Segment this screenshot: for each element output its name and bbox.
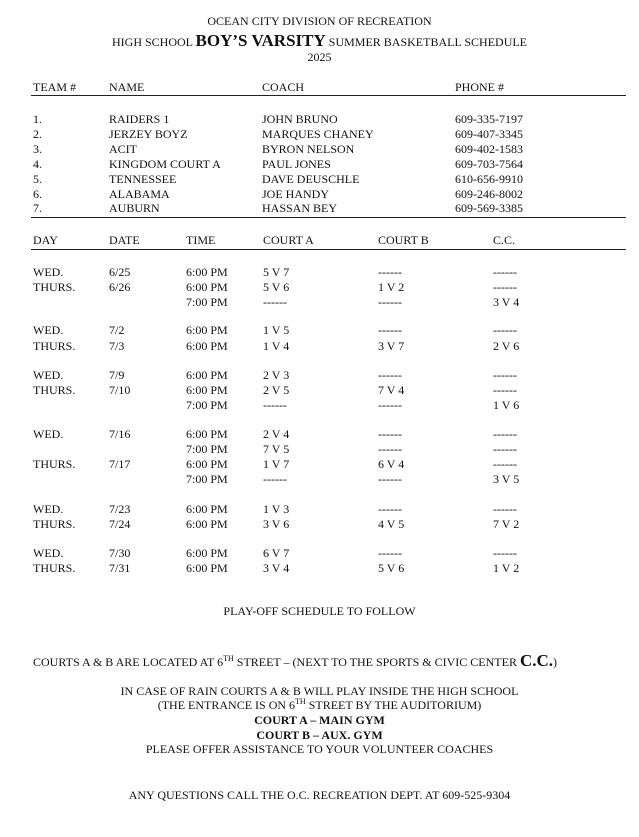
cc-matchup: 7 V 2: [493, 517, 520, 531]
schedule-row: [0, 398, 639, 412]
team-number: 6.: [33, 186, 42, 201]
team-row: [0, 157, 639, 171]
team-number: 2.: [33, 126, 42, 141]
game-time: 6:00 PM: [186, 546, 228, 560]
game-day: THURS.: [33, 339, 76, 353]
cc-matchup: ------: [493, 442, 517, 456]
teams-header-row: [0, 80, 639, 94]
cc-matchup: 1 V 6: [493, 398, 520, 412]
game-time: 7:00 PM: [186, 398, 228, 412]
court-a-matchup: 7 V 5: [263, 442, 290, 456]
game-time: 7:00 PM: [186, 472, 228, 486]
game-day: WED.: [33, 427, 64, 441]
contact-note: ANY QUESTIONS CALL THE O.C. RECREATION DEPT. AT 609-525-9304: [128, 788, 511, 802]
game-date: 7/2: [109, 323, 125, 337]
game-time: 6:00 PM: [186, 502, 228, 516]
volunteer-note: PLEASE OFFER ASSISTANCE TO YOUR VOLUNTEER COACHES: [145, 742, 494, 756]
court-a-matchup: 6 V 7: [263, 546, 290, 560]
team-number: 3.: [33, 141, 42, 156]
game-day: WED.: [33, 265, 64, 279]
team-name: ACIT: [109, 141, 137, 156]
title-prefix: HIGH SCHOOL: [111, 35, 193, 49]
court-b-matchup: ------: [378, 323, 402, 337]
team-row: [0, 172, 639, 186]
game-time: 6:00 PM: [186, 561, 228, 575]
schedule-row: [0, 368, 639, 382]
schedule-row: [0, 457, 639, 471]
game-time: 7:00 PM: [186, 295, 228, 309]
schedule-row: [0, 323, 639, 337]
game-time: 6:00 PM: [186, 427, 228, 441]
game-day: THURS.: [33, 457, 76, 471]
entrance-detail: STREET BY THE AUDITORIUM): [305, 698, 482, 712]
entrance-superscript: TH: [295, 697, 306, 706]
rain-note: IN CASE OF RAIN COURTS A & B WILL PLAY INSIDE THE HIGH SCHOOL: [120, 684, 519, 698]
court-a-matchup: ------: [263, 472, 287, 486]
court-b-matchup: ------: [378, 502, 402, 516]
game-day: THURS.: [33, 561, 76, 575]
cc-matchup: ------: [493, 427, 517, 441]
schedule-row: [0, 472, 639, 486]
cc-matchup: ------: [493, 457, 517, 471]
game-date: 7/24: [109, 517, 131, 531]
schedule-row: [0, 517, 639, 531]
team-name: TENNESSEE: [109, 171, 177, 186]
team-phone: 609-246-8002: [455, 186, 523, 201]
court-a-matchup: 5 V 6: [263, 280, 290, 294]
courts-location-detail: STREET – (NEXT TO THE SPORTS & CIVIC CENTER: [233, 655, 520, 669]
court-a-location: COURT A – MAIN GYM: [254, 713, 385, 727]
courts-location-text: COURTS A & B ARE LOCATED AT 6: [33, 655, 224, 669]
teams-header-divider: [31, 95, 626, 96]
game-time: 7:00 PM: [186, 442, 228, 456]
team-coach: JOHN BRUNO: [262, 112, 338, 126]
court-b-matchup: 4 V 5: [378, 517, 405, 531]
schedule-row: [0, 339, 639, 353]
day-header: DAY: [33, 233, 58, 247]
team-coach: DAVE DEUSCHLE: [262, 171, 360, 186]
game-time: 6:00 PM: [186, 265, 228, 279]
courts-location-note: [33, 651, 557, 671]
cc-matchup: ------: [493, 280, 517, 294]
schedule-year: 2025: [307, 50, 332, 64]
teams-bottom-divider: [31, 217, 626, 218]
team-row: [0, 127, 639, 141]
court-b-matchup: ------: [378, 368, 402, 382]
team-phone: 609-569-3385: [455, 201, 523, 216]
court-a-matchup: 1 V 4: [263, 339, 290, 353]
team-name-header: NAME: [109, 80, 145, 94]
game-time: 6:00 PM: [186, 323, 228, 337]
game-day: WED.: [33, 368, 64, 382]
court-a-matchup: ------: [263, 398, 287, 412]
cc-matchup: ------: [493, 323, 517, 337]
team-row: [0, 112, 639, 126]
cc-header: C.C.: [493, 233, 516, 247]
game-time: 6:00 PM: [186, 339, 228, 353]
court-a-matchup: 3 V 4: [263, 561, 290, 575]
schedule-row: [0, 295, 639, 309]
court-b-matchup: ------: [378, 398, 402, 412]
court-a-matchup: 2 V 3: [263, 368, 290, 382]
team-name: RAIDERS 1: [109, 112, 170, 126]
court-b-matchup: ------: [378, 265, 402, 279]
schedule-row: [0, 546, 639, 560]
team-number: 7.: [33, 201, 42, 216]
court-b-matchup: 3 V 7: [378, 339, 405, 353]
coach-header: COACH: [262, 80, 305, 94]
title-emphasis: BOY’S VARSITY: [195, 31, 326, 50]
schedule-row: [0, 427, 639, 441]
team-phone: 609-703-7564: [455, 156, 523, 171]
cc-matchup: 3 V 5: [493, 472, 520, 486]
cc-matchup: 1 V 2: [493, 561, 520, 575]
court-a-matchup: 2 V 5: [263, 383, 290, 397]
team-number: 5.: [33, 171, 42, 186]
team-number: 1.: [33, 112, 42, 126]
cc-matchup: ------: [493, 383, 517, 397]
game-day: THURS.: [33, 517, 76, 531]
date-header: DATE: [109, 233, 140, 247]
team-name: AUBURN: [109, 201, 160, 216]
team-row: [0, 201, 639, 215]
playoff-note: PLAY-OFF SCHEDULE TO FOLLOW: [223, 604, 416, 618]
game-time: 6:00 PM: [186, 517, 228, 531]
game-day: WED.: [33, 546, 64, 560]
schedule-header-divider: [31, 249, 626, 250]
game-date: 7/10: [109, 383, 131, 397]
court-a-matchup: 1 V 3: [263, 502, 290, 516]
schedule-row: [0, 383, 639, 397]
team-name: KINGDOM COURT A: [109, 156, 221, 171]
team-name: ALABAMA: [109, 186, 170, 201]
team-phone: 610-656-9910: [455, 171, 523, 186]
court-b-matchup: ------: [378, 442, 402, 456]
game-day: WED.: [33, 323, 64, 337]
schedule-row: [0, 502, 639, 516]
court-b-matchup: 7 V 4: [378, 383, 405, 397]
title-suffix: SUMMER BASKETBALL SCHEDULE: [328, 35, 528, 49]
court-b-matchup: ------: [378, 546, 402, 560]
game-date: 7/30: [109, 546, 131, 560]
entrance-text: (THE ENTRANCE IS ON 6: [157, 698, 296, 712]
game-time: 6:00 PM: [186, 383, 228, 397]
team-coach: MARQUES CHANEY: [262, 126, 374, 141]
cc-matchup: ------: [493, 368, 517, 382]
court-b-matchup: 5 V 6: [378, 561, 405, 575]
court-a-matchup: 3 V 6: [263, 517, 290, 531]
phone-header: PHONE #: [455, 80, 505, 94]
courts-location-close: ): [553, 655, 558, 669]
schedule-row: [0, 280, 639, 294]
court-b-location: COURT B – AUX. GYM: [256, 728, 383, 742]
court-b-matchup: ------: [378, 472, 402, 486]
entrance-note: [0, 698, 639, 713]
game-time: 6:00 PM: [186, 280, 228, 294]
schedule-row: [0, 442, 639, 456]
court-b-header: COURT B: [378, 233, 429, 247]
team-coach: JOE HANDY: [262, 186, 329, 201]
cc-matchup: 2 V 6: [493, 339, 520, 353]
team-name: JERZEY BOYZ: [109, 126, 188, 141]
team-phone: 609-335-7197: [455, 112, 523, 126]
civic-center-abbrev: C.C.: [519, 651, 554, 670]
team-coach: BYRON NELSON: [262, 141, 355, 156]
court-b-matchup: 1 V 2: [378, 280, 405, 294]
game-date: 7/31: [109, 561, 131, 575]
court-a-matchup: 2 V 4: [263, 427, 290, 441]
court-a-matchup: 5 V 7: [263, 265, 290, 279]
schedule-title: [0, 31, 639, 51]
game-date: 6/26: [109, 280, 131, 294]
game-date: 7/9: [109, 368, 125, 382]
court-a-matchup: ------: [263, 295, 287, 309]
game-time: 6:00 PM: [186, 457, 228, 471]
team-number: 4.: [33, 156, 42, 171]
court-a-matchup: 1 V 7: [263, 457, 290, 471]
team-coach: PAUL JONES: [262, 156, 331, 171]
game-date: 7/23: [109, 502, 131, 516]
game-day: THURS.: [33, 383, 76, 397]
team-phone: 609-402-1583: [455, 141, 523, 156]
schedule-header-row: [0, 233, 639, 247]
game-day: THURS.: [33, 280, 76, 294]
team-row: [0, 187, 639, 201]
team-coach: HASSAN BEY: [262, 201, 338, 216]
court-b-matchup: 6 V 4: [378, 457, 405, 471]
team-number-header: TEAM #: [33, 80, 76, 94]
court-b-matchup: ------: [378, 295, 402, 309]
court-b-matchup: ------: [378, 427, 402, 441]
game-date: 7/17: [109, 457, 131, 471]
game-date: 7/16: [109, 427, 131, 441]
game-date: 6/25: [109, 265, 131, 279]
game-day: WED.: [33, 502, 64, 516]
courts-location-superscript: TH: [223, 654, 234, 663]
game-date: 7/3: [109, 339, 125, 353]
team-row: [0, 142, 639, 156]
cc-matchup: ------: [493, 265, 517, 279]
time-header: TIME: [186, 233, 216, 247]
team-phone: 609-407-3345: [455, 126, 523, 141]
cc-matchup: 3 V 4: [493, 295, 520, 309]
cc-matchup: ------: [493, 502, 517, 516]
court-a-header: COURT A: [263, 233, 314, 247]
court-a-matchup: 1 V 5: [263, 323, 290, 337]
schedule-row: [0, 561, 639, 575]
schedule-row: [0, 265, 639, 279]
cc-matchup: ------: [493, 546, 517, 560]
game-time: 6:00 PM: [186, 368, 228, 382]
org-name: OCEAN CITY DIVISION OF RECREATION: [207, 14, 432, 28]
